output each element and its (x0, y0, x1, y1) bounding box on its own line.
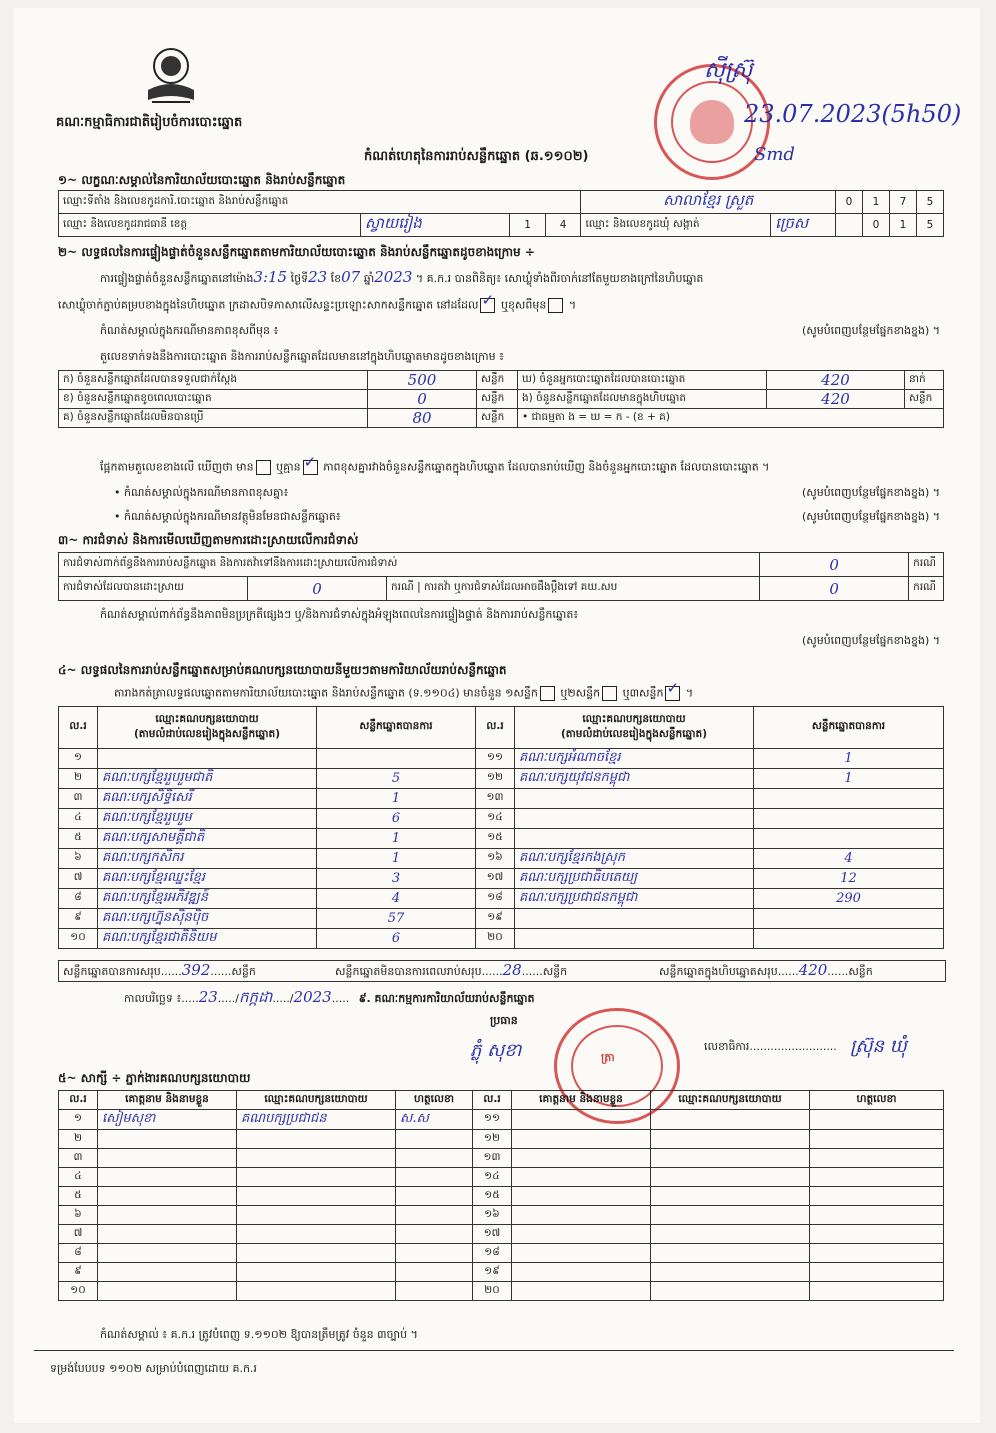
witness-name (512, 1149, 651, 1168)
total-invalid-value: 28 (502, 961, 522, 979)
witness-signature (810, 1187, 944, 1206)
col-votes-header: សន្លឹកឆ្នោតបានការ (754, 707, 944, 749)
witness-signature (396, 1263, 473, 1282)
table-row (59, 829, 944, 849)
table-row (59, 1168, 944, 1187)
vote-count: 1 (317, 789, 476, 809)
unchanged-checkbox[interactable] (480, 298, 495, 313)
witness-table (58, 1090, 944, 1301)
row-no: ១៣ (473, 1149, 512, 1168)
col-name-header: គោត្តនាម និងនាមខ្លួន (98, 1091, 237, 1110)
col-party-header: ឈ្មោះគណបក្សនយោបាយ (តាមលំដាប់លេខរៀងក្នុងសន្លឹកឆ្នោត) (98, 707, 317, 749)
nec-emblem-icon (142, 44, 200, 108)
complaint-row-2b-value: 0 (760, 577, 909, 601)
vote-count: 1 (754, 749, 944, 769)
row-no: ២០ (473, 1282, 512, 1301)
row-no: ១៩ (473, 1263, 512, 1282)
row-no: ១៦ (476, 849, 515, 869)
row-no: ៩ (59, 909, 98, 929)
row-no: ៦ (59, 849, 98, 869)
vote-count: 1 (317, 829, 476, 849)
section-3-title: ៣~ ការជំទាស់ និងការមើលឃើញតាមការដោះស្រាយលើការជំទាស់ (58, 533, 359, 547)
witness-name (98, 1225, 237, 1244)
complaints-table: ការជំទាស់ពាក់ព័ន្ធនឹងការរាប់សន្លឹកឆ្នោត និងការតវ៉ាទៅនឹងការដោះស្រាយលើការជំទាស់ 0 ករណី ការជំទាស់ដែលបានដោះស្រាយ 0 ករណី | ការតវ៉ា ឬការជំទាស់ដែលអាចផឹងប្ដឹងទៅ គឃ.សប 0 ករណី (58, 552, 944, 601)
unit-label: សន្លឹក (477, 409, 518, 428)
chair-label: ប្រធាន (490, 1014, 518, 1027)
vote-count (754, 809, 944, 829)
one-sheet-checkbox[interactable] (540, 686, 555, 701)
commune-code-digit: 5 (917, 214, 944, 237)
two-sheet-checkbox[interactable] (602, 686, 617, 701)
vote-count: 6 (317, 809, 476, 829)
row-no: ១២ (473, 1130, 512, 1149)
vote-count: 57 (317, 909, 476, 929)
results-table (58, 706, 944, 949)
table-row (59, 789, 944, 809)
witness-name (98, 1130, 237, 1149)
complaint-row-1-label: ការជំទាស់ពាក់ព័ន្ធនឹងការរាប់សន្លឹកឆ្នោត និងការតវ៉ាទៅនឹងការដោះស្រាយលើការជំទាស់ (59, 553, 760, 577)
witness-party (651, 1282, 810, 1301)
witness-party (651, 1168, 810, 1187)
secretary-label: លេខាធិការ......................... (704, 1040, 837, 1053)
party-name: គណៈបក្សខ្មែររួបរួមជាតិ (98, 769, 317, 789)
col-sign-header: ហត្ថលេខា (810, 1091, 944, 1110)
complaint-row-2-value: 0 (248, 577, 387, 601)
row-no: ៧ (59, 869, 98, 889)
row-no: ៣ (59, 789, 98, 809)
row-no: ១២ (476, 769, 515, 789)
total-box-value: 420 (798, 961, 828, 979)
witness-signature (810, 1282, 944, 1301)
witness-name (512, 1244, 651, 1263)
count-b-label: ខ) ចំនួនសន្លឹកឆ្នោតខូចពេលបោះឆ្នោត (59, 390, 368, 409)
row-no: ២០ (476, 929, 515, 949)
witness-signature (810, 1168, 944, 1187)
witness-party (237, 1282, 396, 1301)
party-name (98, 749, 317, 769)
witness-signature (396, 1282, 473, 1301)
witness-name (98, 1206, 237, 1225)
invalid-object-note: • កំណត់សម្គាល់ក្នុងករណីមានវត្ថុមិនមែនជាសន្លឹកឆ្នោត៖ (សូមបំពេញបន្ថែមផ្នែកខាងខ្នង) ។ (114, 510, 940, 523)
witness-party (237, 1149, 396, 1168)
row-no: ១៩ (476, 909, 515, 929)
table-row (59, 889, 944, 909)
witness-party (651, 1187, 810, 1206)
province-code-digit: 1 (510, 214, 546, 237)
unit-label: សន្លឹក (477, 371, 518, 390)
witness-signature (396, 1187, 473, 1206)
col-party-header: ឈ្មោះគណបក្សនយោបាយ (តាមលំដាប់លេខរៀងក្នុងសន្លឹកឆ្នោត) (515, 707, 754, 749)
count-b-value: 0 (368, 390, 477, 409)
witness-signature (396, 1168, 473, 1187)
table-row (59, 809, 944, 829)
witness-name: សៀមសុខា (98, 1110, 237, 1130)
witness-name (98, 1244, 237, 1263)
col-no-header: ល.រ (59, 707, 98, 749)
row-no: ៥ (59, 1187, 98, 1206)
table-row (59, 849, 944, 869)
vote-count (754, 829, 944, 849)
witness-name (512, 1263, 651, 1282)
col-name-header: គោត្តនាម និងនាមខ្លួន (512, 1091, 651, 1110)
irregularity-note: កំណត់សម្គាល់ពាក់ព័ន្ធនឹងភាពមិនប្រក្រតីផ្សេងៗ ឬ/និងការជំទាស់ក្នុងអំឡុងពេលនៃការផ្ទៀងផ្ទាត់ និងការរាប់សន្លឹកឆ្នោត៖ (100, 608, 579, 621)
row-no: ៩ (59, 1263, 98, 1282)
commune-code-digit: 0 (863, 214, 890, 237)
witness-name (512, 1282, 651, 1301)
witness-name (512, 1206, 651, 1225)
witness-signature (810, 1110, 944, 1130)
party-name (515, 929, 754, 949)
count-a-value: 500 (368, 371, 477, 390)
witness-name (98, 1282, 237, 1301)
changed-checkbox[interactable] (548, 298, 563, 313)
row-no: ២ (59, 769, 98, 789)
row-no: ១៤ (476, 809, 515, 829)
row-no: ១៦ (473, 1206, 512, 1225)
vote-count: 4 (317, 889, 476, 909)
witness-party (651, 1110, 810, 1130)
witness-party (237, 1187, 396, 1206)
row-no: ១០ (59, 929, 98, 949)
form-page (14, 8, 980, 1423)
table-row (59, 1130, 944, 1149)
party-name: គណៈបក្សសិទ្ធិសេរី (98, 789, 317, 809)
province-value: ស្វាយរៀង (360, 214, 509, 237)
witness-signature (396, 1225, 473, 1244)
party-name: គណៈបក្សខ្មែរជាតិនិយម (98, 929, 317, 949)
vote-count: 1 (317, 849, 476, 869)
witness-signature (396, 1206, 473, 1225)
witness-party (237, 1244, 396, 1263)
party-name (515, 809, 754, 829)
witness-name (98, 1187, 237, 1206)
row-no: ៥ (59, 829, 98, 849)
form-footer: ទម្រង់បែបបទ ១១០២ សម្រាប់បំពេញដោយ គ.ក.រ (50, 1362, 257, 1375)
witness-party (237, 1206, 396, 1225)
signing-date: កាលបរិច្ឆេទ ៖.....23...../កក្កដា...../2023..... ៩. គណៈកម្មការការិយាល័យរាប់សន្លឹកឆ្នោត (124, 988, 535, 1006)
count-e-value: 420 (767, 390, 905, 409)
table-row (59, 1244, 944, 1263)
verify-line-2: សោឃ្លុំចាក់ភ្ជាប់គម្របខាងក្នុងនៃហិបឆ្នោត ក្រដាសបិទភាសាលើសន្ទះប្រឡោះសាកសន្លឹកឆ្នោត នៅដដែល✓ ឬខុសពីមុន ។ (58, 298, 576, 313)
witness-name (512, 1110, 651, 1130)
table-row (59, 1110, 944, 1130)
party-name: គណៈបក្សខ្មែរឈ្នះខ្មែរ (98, 869, 317, 889)
section-5-title: ៥~ សាក្សី ÷ ភ្នាក់ងារគណបក្សនយោបាយ (58, 1071, 251, 1085)
table-row (59, 1282, 944, 1301)
party-name: គណៈបក្សហ្វ៊ុនស៊ិនប៉ិច (98, 909, 317, 929)
place-code-digit: 5 (917, 191, 944, 214)
place-label: ឈ្មោះទីតាំង និងលេខកូដការិ.បោះឆ្នោត និងរាប់សន្លឹកឆ្នោត (59, 191, 581, 214)
place-code-digit: 1 (863, 191, 890, 214)
count-d-value: 420 (767, 371, 905, 390)
vote-count: 12 (754, 869, 944, 889)
witness-name (512, 1130, 651, 1149)
row-no: ៨ (59, 889, 98, 909)
row-no: ១ (59, 749, 98, 769)
witness-signature (396, 1244, 473, 1263)
formula: • ជាធម្មតា ង = ឃ = ក - (ខ + គ) (518, 409, 944, 428)
col-party-header: ឈ្មោះគណបក្សនយោបាយ (651, 1091, 810, 1110)
counts-intro: តួលេខទាក់ទងនឹងការបោះឆ្នោត និងការរាប់សន្លឹកឆ្នោតដែលមាននៅក្នុងហិបឆ្នោតមានដូចខាងក្រោម ៖ (100, 350, 504, 363)
cases-label: ករណី (391, 581, 414, 593)
witness-signature (810, 1263, 944, 1282)
vote-count (754, 929, 944, 949)
count-c-label: គ) ចំនួនសន្លឹកឆ្នោតដែលមិនបានប្រើ (59, 409, 368, 428)
table-row (59, 929, 944, 949)
witness-party: គណបក្សប្រជាជន (237, 1110, 396, 1130)
place-code-digit: 0 (836, 191, 863, 214)
stamp-label: ត្រា (601, 1051, 615, 1064)
count-d-label: ឃ) ចំនួនអ្នកបោះឆ្នោតដែលបានបោះឆ្នោត (518, 371, 767, 390)
total-valid-value: 392 (181, 961, 211, 979)
witness-signature (396, 1130, 473, 1149)
handwritten-datetime: 23.07.2023(5h50) (744, 100, 962, 128)
col-party-header: ឈ្មោះគណបក្សនយោបាយ (237, 1091, 396, 1110)
witness-party (237, 1168, 396, 1187)
row-no: ១៥ (476, 829, 515, 849)
count-c-value: 80 (368, 409, 477, 428)
vote-count (754, 909, 944, 929)
section-1-title: ១~ លក្ខណៈសម្គាល់នៃការិយាល័យបោះឆ្នោត និងរាប់សន្លឹកឆ្នោត (58, 173, 346, 187)
col-sign-header: ហត្ថលេខា (396, 1091, 473, 1110)
witness-signature (810, 1206, 944, 1225)
vote-count: 1 (754, 769, 944, 789)
witness-signature (810, 1149, 944, 1168)
witness-party (651, 1263, 810, 1282)
count-e-label: ង) ចំនួនសន្លឹកឆ្នោតដែលមានក្នុងហិបឆ្នោត (518, 390, 767, 409)
place-value: សាលាខ្មែរ ស្រួត (581, 191, 836, 214)
col-no-header: ល.រ (473, 1091, 512, 1110)
party-name (515, 789, 754, 809)
commune-value: ច្រេស (771, 214, 836, 237)
vote-count: 6 (317, 929, 476, 949)
handwritten-code: ស៊ីស្រ៊ុ (704, 58, 753, 83)
difference-note: • កំណត់សម្គាល់ក្នុងករណីមានភាពខុសគ្នា៖ (សូមបំពេញបន្ថែមផ្នែកខាងខ្នង) ។ (114, 486, 940, 499)
row-no: ១១ (476, 749, 515, 769)
row-no: ១ (59, 1110, 98, 1130)
witness-name (98, 1149, 237, 1168)
row-no: ១៧ (476, 869, 515, 889)
col-no-header: ល.រ (59, 1091, 98, 1110)
cases-label: ករណី (909, 577, 944, 601)
party-name: គណៈបក្សអំណាចខ្មែរ (515, 749, 754, 769)
count-a-label: ក) ចំនួនសន្លឹកឆ្នោតដែលបានទទួលជាក់ស្តែង (59, 371, 368, 390)
fill-more-note: (សូមបំពេញបន្ថែមផ្នែកខាងខ្នង) ។ (801, 634, 940, 647)
table-row (59, 1263, 944, 1282)
results-intro: តារាងកត់ត្រាលទ្ធផលឆ្នោតតាមការិយាល័យបោះឆ្នោត និងរាប់សន្លឹកឆ្នោត (ទ.១១០៤) មានចំនួន ១សន្លឹក ឬ២សន្លឹក ឬ៣សន្លឹក✓ ។ (114, 686, 693, 701)
row-no: ១៤ (473, 1168, 512, 1187)
row-no: ២ (59, 1130, 98, 1149)
finding-line: ផ្អែកតាមតួលេខខាងលើ ឃើញថា មាន ឬគ្មាន✓ ភាពខុសគ្នារវាងចំនួនសន្លឹកឆ្នោតក្នុងហិបឆ្នោត ដែលបានរាប់ឃើញ និងចំនួនអ្នកបោះឆ្នោត ដែលបានបោះឆ្នោត ។ (100, 460, 769, 475)
table-row (59, 1225, 944, 1244)
witness-name (98, 1263, 237, 1282)
vote-count: 3 (317, 869, 476, 889)
counts-table (58, 370, 944, 428)
table-row (59, 749, 944, 769)
witness-party (651, 1149, 810, 1168)
row-no: ៤ (59, 1168, 98, 1187)
row-no: ១០ (59, 1282, 98, 1301)
row-no: ១១ (473, 1110, 512, 1130)
vote-count (317, 749, 476, 769)
witness-name (512, 1187, 651, 1206)
totals-row: សន្លឹកឆ្នោតបានការសរុប......392......សន្លឹក សន្លឹកឆ្នោតមិនបានការពេលរាប់សរុប......28......សន្លឹក សន្លឹកឆ្នោតក្នុងហិបឆ្នោតសរុប......420......សន្លឹក (58, 960, 946, 982)
witness-signature (810, 1130, 944, 1149)
row-no: ១៥ (473, 1187, 512, 1206)
table-row (59, 869, 944, 889)
witness-party (651, 1225, 810, 1244)
complaint-row-2-label: ការជំទាស់ដែលបានដោះស្រាយ (59, 577, 248, 601)
vote-count (754, 789, 944, 809)
witness-party (651, 1130, 810, 1149)
commune-code-digit: 1 (890, 214, 917, 237)
table-row (59, 1206, 944, 1225)
section-2-title: ២~ លទ្ធផលនៃការផ្ទៀងផ្ទាត់ចំនួនសន្លឹកឆ្នោតតាមការិយាល័យបោះឆ្នោត និងរាប់សន្លឹកឆ្នោតដូចខាងក្រោម ÷ (58, 245, 535, 259)
verify-line-1: ការផ្ទៀងផ្ទាត់ចំនួនសន្លឹកឆ្នោតនៅម៉ោង3:15 ថ្ងៃទី23 ខែ07 ឆ្នាំ2023 ។ គ.ក.រ បានពិនិត្យ៖ សោឃ្លុំទាំងពីរចាក់នៅតែមួយខាងក្រៅនៃហិបឆ្នោត (100, 268, 704, 286)
vote-count: 290 (754, 889, 944, 909)
table-row (59, 909, 944, 929)
no-difference-checkbox[interactable] (303, 460, 318, 475)
row-no: ១៧ (473, 1225, 512, 1244)
col-no-header: ល.រ (476, 707, 515, 749)
party-name: គណៈបក្សកសិករ (98, 849, 317, 869)
complaint-row-2b-label: ការតវ៉ា ឬការជំទាស់ដែលអាចផឹងប្ដឹងទៅ គឃ.សប (424, 581, 618, 593)
secretary-signature: ស្រ៊ុន ឃុំ (850, 1036, 907, 1057)
witness-party (237, 1225, 396, 1244)
party-name: គណៈបក្សយុវជនកម្ពុជា (515, 769, 754, 789)
vote-count: 4 (754, 849, 944, 869)
three-sheet-checkbox[interactable] (665, 686, 680, 701)
table-row (59, 769, 944, 789)
handwritten-signature: Smd (754, 144, 795, 165)
witness-party (651, 1244, 810, 1263)
party-name: គណៈបក្សខ្មែរកងស្រុក (515, 849, 754, 869)
province-code-digit: 4 (545, 214, 581, 237)
col-votes-header: សន្លឹកឆ្នោតបានការ (317, 707, 476, 749)
commune-label: ឈ្មោះ និងលេខកូដឃុំ សង្កាត់ (581, 214, 771, 237)
party-name: គណៈបក្សសាមគ្គីជាតិ (98, 829, 317, 849)
form-title: កំណត់ហេតុនៃការរាប់សន្លឹកឆ្នោត (ឆ.១១០២) (364, 149, 589, 164)
committee-name: គណៈកម្មាធិការជាតិរៀបចំការបោះឆ្នោត (56, 115, 243, 130)
table-row (59, 1187, 944, 1206)
witness-name (98, 1168, 237, 1187)
table-row (59, 1149, 944, 1168)
complaint-row-1-value: 0 (760, 553, 909, 577)
row-no: ៦ (59, 1206, 98, 1225)
section-1-table (58, 190, 944, 237)
row-no: ១៣ (476, 789, 515, 809)
province-label: ឈ្មោះ និងលេខកូដរាជធានី ខេត្ត (59, 214, 361, 237)
party-name: គណៈបក្សប្រជាជនកម្ពុជា (515, 889, 754, 909)
witness-name (512, 1168, 651, 1187)
witness-party (237, 1130, 396, 1149)
row-no: ៤ (59, 809, 98, 829)
chair-signature: ភ្លុំ សុខា (470, 1040, 522, 1061)
place-code-digit: 7 (890, 191, 917, 214)
footer-divider (34, 1350, 954, 1351)
party-name (515, 909, 754, 929)
section-4-title: ៤~ លទ្ធផលនៃការរាប់សន្លឹកឆ្នោតសម្រាប់គណបក្សនយោបាយនីមួយៗតាមការិយាល័យរាប់សន្លឹកឆ្នោត (58, 663, 507, 677)
row-no: ១៨ (473, 1244, 512, 1263)
witness-signature (396, 1149, 473, 1168)
vote-count: 5 (317, 769, 476, 789)
row-no: ៧ (59, 1225, 98, 1244)
unit-label: សន្លឹក (477, 390, 518, 409)
row-no: ៨ (59, 1244, 98, 1263)
unit-label: នាក់ (905, 371, 944, 390)
change-note: កំណត់សម្គាល់ក្នុងករណីមានភាពខុសពីមុន ៖ (សូមបំពេញបន្ថែមផ្នែកខាងខ្នង) ។ (100, 324, 940, 337)
row-no: ៣ (59, 1149, 98, 1168)
witness-signature (810, 1225, 944, 1244)
unit-label: សន្លឹក (905, 390, 944, 409)
party-name: គណៈបក្សប្រជាធិបតេយ្យ (515, 869, 754, 889)
has-difference-checkbox[interactable] (256, 460, 271, 475)
witness-signature: ស.ស (396, 1110, 473, 1130)
witness-party (237, 1263, 396, 1282)
party-name: គណៈបក្សខ្មែរអភិវឌ្ឍន៍ (98, 889, 317, 909)
footnote: កំណត់សម្គាល់ ៖ គ.ក.រ ត្រូវបំពេញ ទ.១១០២ ឱ្យបានត្រឹមត្រូវ ចំនួន ៣ច្បាប់ ។ (100, 1328, 418, 1341)
witness-party (651, 1206, 810, 1225)
party-name (515, 829, 754, 849)
row-no: ១៨ (476, 889, 515, 909)
witness-name (512, 1225, 651, 1244)
cases-label: ករណី (909, 553, 944, 577)
witness-signature (810, 1244, 944, 1263)
party-name: គណៈបក្សខ្មែររួបរួម (98, 809, 317, 829)
